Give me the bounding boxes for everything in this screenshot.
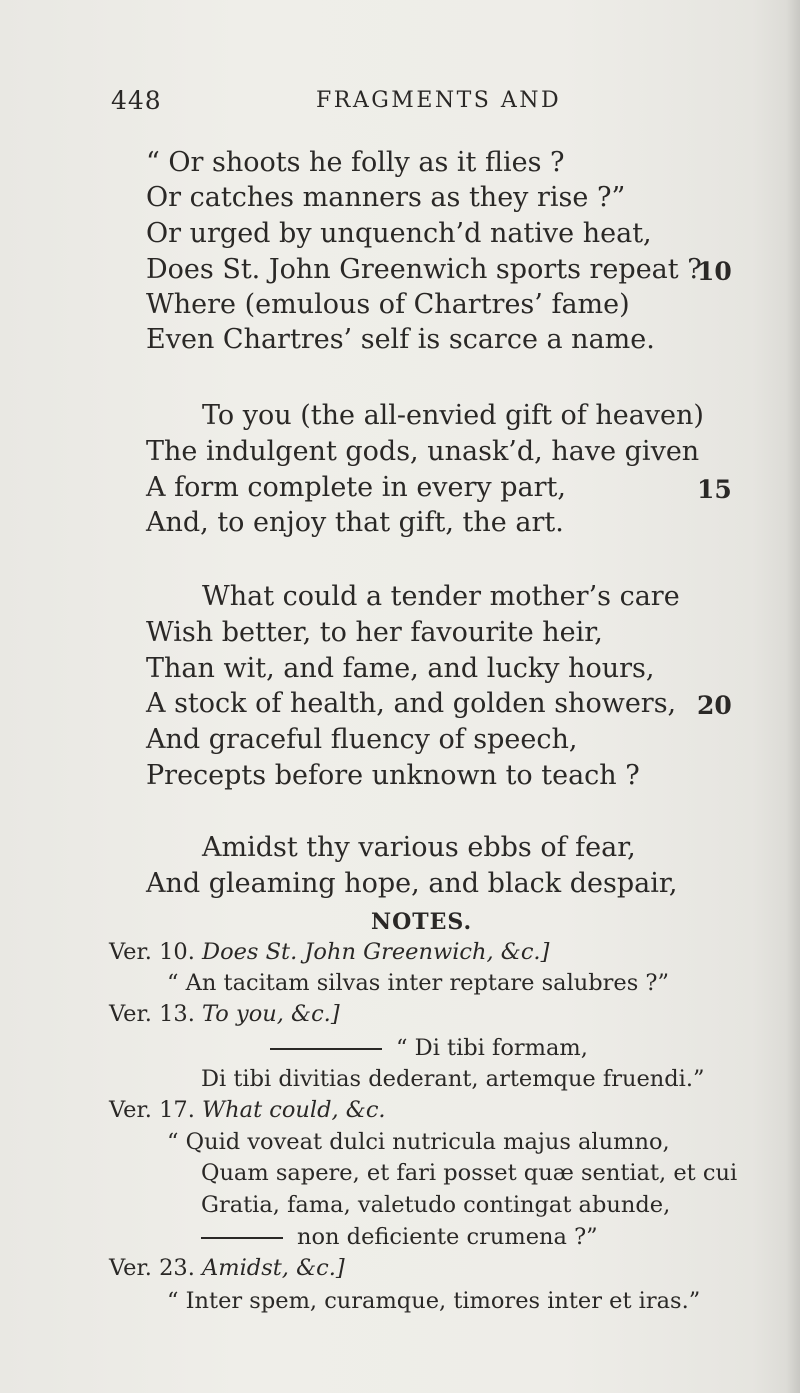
note-verse: Ver. 23. — [109, 1255, 195, 1281]
note-quote: “ An tacitam silvas inter reptare salubres ?” — [167, 970, 669, 996]
poem-line: And, to enjoy that gift, the art. — [146, 507, 564, 538]
running-header: FRAGMENTS AND — [316, 88, 562, 113]
note-heading — [109, 1257, 345, 1280]
line-number: 20 — [697, 691, 732, 720]
note-quote: “ Quid voveat dulci nutricula majus alumno, — [167, 1129, 670, 1155]
poem-line: Precepts before unknown to teach ? — [146, 760, 640, 791]
note-quote: “ Inter spem, curamque, timores inter et iras.” — [167, 1288, 701, 1314]
note-reference: Amidst, &c.] — [202, 1255, 345, 1281]
notes-title: NOTES. — [371, 909, 473, 935]
line-number: 10 — [697, 257, 732, 286]
poem-line: Or catches manners as they rise ?” — [146, 182, 626, 213]
note-verse: Ver. 13. — [109, 1001, 195, 1027]
note-heading — [109, 1099, 386, 1122]
note-reference: Does St. John Greenwich, &c.] — [202, 939, 550, 965]
note-heading — [109, 1003, 340, 1026]
note-quote: Quam sapere, et fari posset quæ sentiat, et cui — [201, 1160, 738, 1186]
poem-line: Wish better, to her favourite heir, — [146, 617, 603, 648]
poem-line: Amidst thy various ebbs of fear, — [202, 832, 636, 863]
note-reference: To you, &c.] — [202, 1001, 340, 1027]
quote-dash — [270, 1048, 382, 1050]
poem-line: “ Or shoots he folly as it flies ? — [146, 147, 565, 178]
poem-line: What could a tender mother’s care — [202, 581, 680, 612]
page-edge-shadow — [786, 0, 800, 1393]
note-quote: Gratia, fama, valetudo contingat abunde, — [201, 1192, 671, 1218]
note-quote: non deficiente crumena ?” — [297, 1224, 598, 1250]
quote-dash — [201, 1237, 283, 1239]
poem-line: To you (the all-envied gift of heaven) — [202, 400, 704, 431]
note-quote: Di tibi divitias dederant, artemque fruendi.” — [201, 1066, 705, 1092]
poem-line: And graceful fluency of speech, — [146, 724, 578, 755]
poem-line: A form complete in every part, — [146, 472, 566, 503]
note-heading — [109, 941, 549, 964]
page-number: 448 — [111, 86, 162, 115]
note-quote-line — [201, 1226, 598, 1249]
line-number: 15 — [697, 475, 732, 504]
poem-line: A stock of health, and golden showers, — [146, 688, 677, 719]
note-quote-line — [270, 1037, 588, 1060]
poem-line: Where (emulous of Chartres’ fame) — [146, 289, 630, 320]
poem-line: Does St. John Greenwich sports repeat ? — [146, 254, 702, 285]
poem-line: The indulgent gods, unask’d, have given — [146, 436, 700, 467]
note-verse: Ver. 17. — [109, 1097, 195, 1123]
poem-line: Or urged by unquench’d native heat, — [146, 218, 652, 249]
note-quote: “ Di tibi formam, — [396, 1035, 588, 1061]
poem-line: Than wit, and fame, and lucky hours, — [146, 653, 655, 684]
poem-line: Even Chartres’ self is scarce a name. — [146, 324, 655, 355]
note-verse: Ver. 10. — [109, 939, 195, 965]
note-reference: What could, &c. — [202, 1097, 386, 1123]
poem-line: And gleaming hope, and black despair, — [146, 868, 678, 899]
